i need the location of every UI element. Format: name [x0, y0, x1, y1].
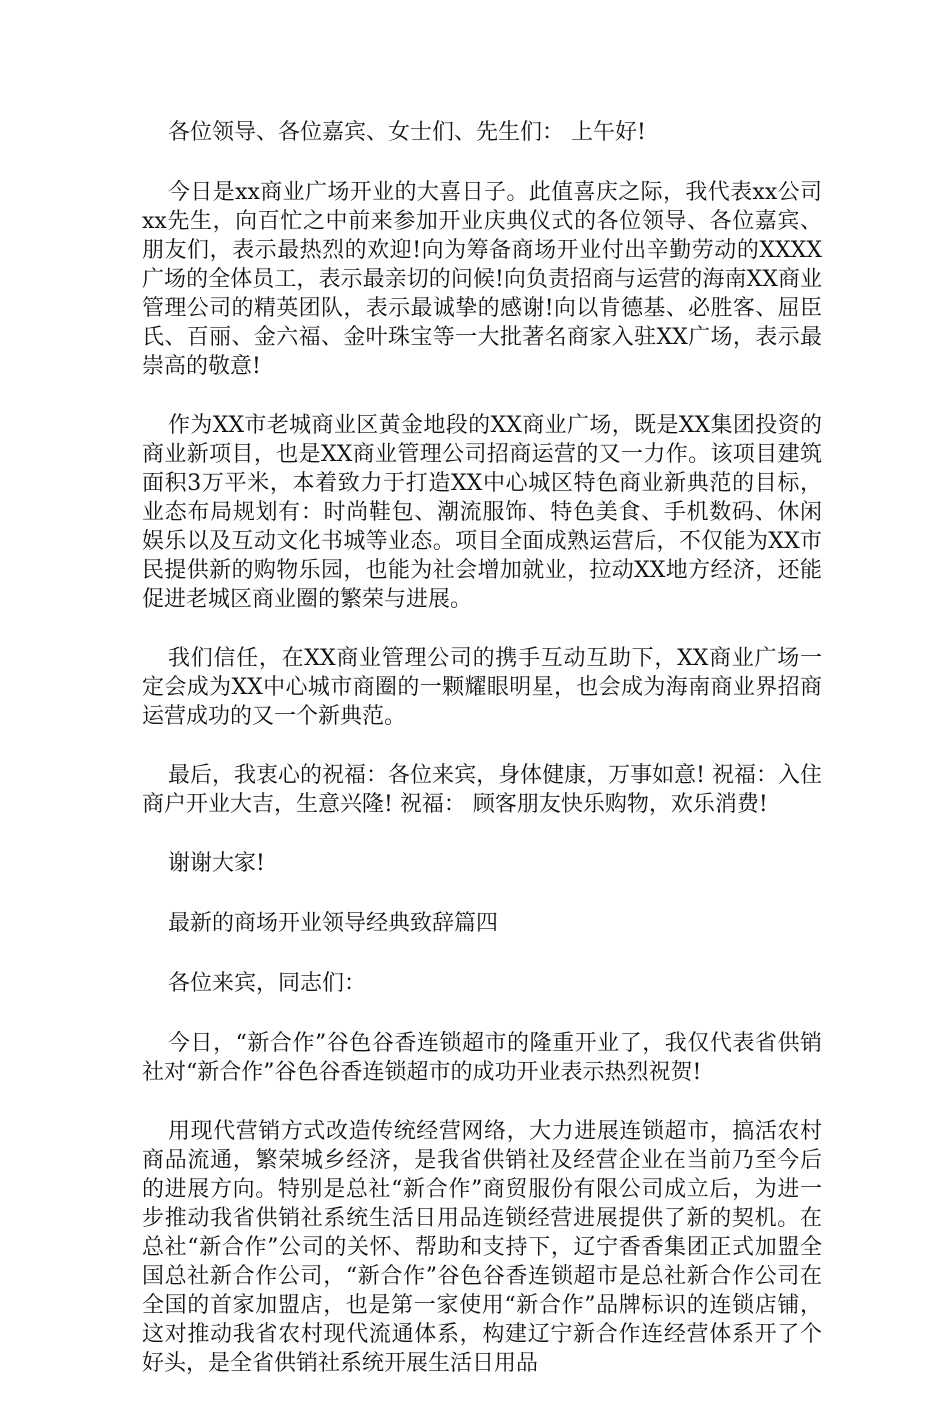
opening-paragraph: 今日是xx商业广场开业的大喜日子。此值喜庆之际，我代表xx公司xx先生，向百忙之中前来参加开业庆典仪式的各位领导、各位嘉宾、朋友们，表示最热烈的欢迎!向为筹备商场开业付出辛勤劳动的XXXX广场的全体员工，表示最亲切的问候!向负责招商与运营的海南XX商业管理公司的精英团队，表示最诚挚的感谢!向以肯德基、必胜客、屈臣氏、百丽、金六福、金叶珠宝等一大批著名商家入驻XX广场，表示最崇高的敬意! — [142, 180, 822, 379]
thanks-paragraph: 谢谢大家! — [168, 851, 265, 876]
congratulation-paragraph: 今日，“新合作”谷色谷香连锁超市的隆重开业了，我仅代表省供销社对“新合作”谷色谷香连锁超市的成功开业表示热烈祝贺! — [142, 1031, 822, 1085]
blessing-paragraph: 最后，我衷心的祝福：各位来宾，身体健康，万事如意! 祝福：入住商户开业大吉，生意兴隆! 祝福： 顾客朋友快乐购物，欢乐消费! — [142, 763, 822, 817]
greeting-paragraph: 各位领导、各位嘉宾、女士们、先生们： 上午好! — [168, 120, 646, 145]
document-body — [142, 118, 822, 1408]
confidence-paragraph: 我们信任，在XX商业管理公司的携手互动互助下，XX商业广场一定会成为XX中心城市商圈的一颗耀眼明星，也会成为海南商业界招商运营成功的又一个新典范。 — [142, 646, 822, 729]
salutation-paragraph: 各位来宾，同志们： — [168, 971, 367, 996]
section-heading: 最新的商场开业领导经典致辞篇四 — [168, 911, 499, 936]
development-paragraph: 用现代营销方式改造传统经营网络，大力进展连锁超市，搞活农村商品流通，繁荣城乡经济，是我省供销社及经营企业在当前乃至今后的进展方向。特别是总社“新合作”商贸服份有限公司成立后，为进一步推动我省供销社系统生活日用品连锁经营进展提供了新的契机。在总社“新合作”公司的关怀、帮助和支持下，辽宁香香集团正式加盟全国总社新合作公司，“新合作”谷色谷香连锁超市是总社新合作公司在全国的首家加盟店，也是第一家使用“新合作”品牌标识的连锁店铺，这对推动我省农村现代流通体系，构建辽宁新合作连经营体系开了个好头，是全省供销社系统开展生活日用品 — [142, 1119, 822, 1376]
project-paragraph: 作为XX市老城商业区黄金地段的XX商业广场，既是XX集团投资的商业新项目，也是XX商业管理公司招商运营的又一力作。该项目建筑面积3万平米，本着致力于打造XX中心城区特色商业新典范的目标，业态布局规划有：时尚鞋包、潮流服饰、特色美食、手机数码、休闲娱乐以及互动文化书城等业态。项目全面成熟运营后，不仅能为XX市民提供新的购物乐园，也能为社会增加就业，拉动XX地方经济，还能促进老城区商业圈的繁荣与进展。 — [142, 413, 822, 612]
